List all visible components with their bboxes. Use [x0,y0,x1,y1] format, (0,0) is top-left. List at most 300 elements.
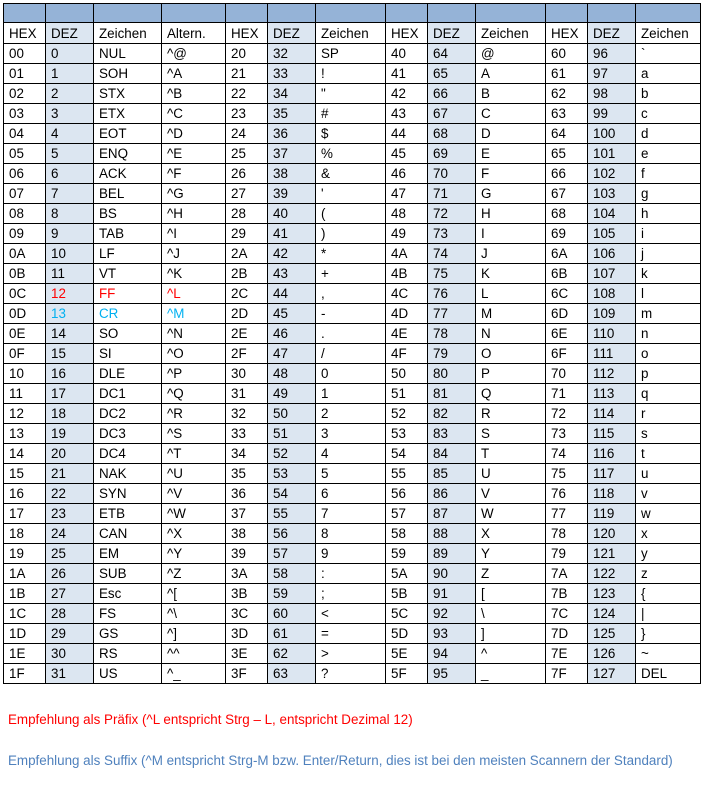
column-header-row [4,23,701,44]
cell-hex: 15 [4,464,46,484]
cell-zeichen: & [316,164,386,184]
cell-hex: 0A [4,244,46,264]
cell-dez: 2 [46,84,94,104]
cell-hex: 71 [546,384,588,404]
cell-hex: 72 [546,404,588,424]
cell-hex: 07 [4,184,46,204]
cell-hex: 79 [546,544,588,564]
table-row [4,664,701,684]
cell-hex: 5D [386,624,428,644]
cell-zeichen: O [476,344,546,364]
cell-dez: 116 [588,444,636,464]
cell-zeichen: DLE [94,364,162,384]
cell-altern: ^P [162,364,226,384]
cell-dez: 31 [46,664,94,684]
header-band [4,4,701,23]
cell-altern: ^E [162,144,226,164]
cell-dez: 24 [46,524,94,544]
cell-zeichen: Y [476,544,546,564]
cell-hex: 18 [4,524,46,544]
cell-zeichen: % [316,144,386,164]
cell-dez: 23 [46,504,94,524]
cell-zeichen: GS [94,624,162,644]
cell-zeichen: N [476,324,546,344]
cell-altern: ^U [162,464,226,484]
cell-zeichen: BS [94,204,162,224]
cell-hex: 36 [226,484,268,504]
cell-hex: 0B [4,264,46,284]
cell-dez: 126 [588,644,636,664]
cell-zeichen: 7 [316,504,386,524]
cell-dez: 102 [588,164,636,184]
cell-dez: 117 [588,464,636,484]
cell-altern: ^Q [162,384,226,404]
cell-zeichen: 5 [316,464,386,484]
cell-zeichen: o [636,344,701,364]
cell-dez: 61 [268,624,316,644]
cell-hex: 2E [226,324,268,344]
cell-hex: 32 [226,404,268,424]
cell-dez: 0 [46,44,94,64]
cell-dez: 89 [428,544,476,564]
cell-hex: 06 [4,164,46,184]
cell-hex: 24 [226,124,268,144]
table-row [4,244,701,264]
cell-dez: 40 [268,204,316,224]
cell-hex: 27 [226,184,268,204]
cell-zeichen: SUB [94,564,162,584]
cell-zeichen: - [316,304,386,324]
cell-dez: 79 [428,344,476,364]
cell-hex: 6E [546,324,588,344]
cell-dez: 58 [268,564,316,584]
cell-hex: 48 [386,204,428,224]
cell-dez: 9 [46,224,94,244]
cell-altern: ^^ [162,644,226,664]
table-row [4,484,701,504]
cell-dez: 77 [428,304,476,324]
cell-hex: 59 [386,544,428,564]
cell-dez: 94 [428,644,476,664]
cell-dez: 47 [268,344,316,364]
cell-dez: 124 [588,604,636,624]
table-row [4,324,701,344]
cell-zeichen: . [316,324,386,344]
cell-hex: 47 [386,184,428,204]
cell-altern: ^L [162,284,226,304]
cell-dez: 41 [268,224,316,244]
band-cell [94,4,162,23]
cell-dez: 3 [46,104,94,124]
cell-dez: 95 [428,664,476,684]
cell-dez: 62 [268,644,316,664]
cell-zeichen: FF [94,284,162,304]
cell-dez: 54 [268,484,316,504]
cell-dez: 107 [588,264,636,284]
cell-hex: 7F [546,664,588,684]
table-row [4,64,701,84]
cell-altern: ^W [162,504,226,524]
cell-dez: 120 [588,524,636,544]
cell-zeichen: ACK [94,164,162,184]
cell-dez: 86 [428,484,476,504]
cell-hex: 1F [4,664,46,684]
cell-zeichen: s [636,424,701,444]
cell-dez: 110 [588,324,636,344]
cell-dez: 71 [428,184,476,204]
band-cell [226,4,268,23]
cell-hex: 51 [386,384,428,404]
cell-dez: 81 [428,384,476,404]
col-header-dez: DEZ [588,23,636,44]
col-header-altern: Altern. [162,23,226,44]
table-row [4,204,701,224]
cell-dez: 112 [588,364,636,384]
cell-hex: 34 [226,444,268,464]
cell-zeichen: M [476,304,546,324]
cell-zeichen: g [636,184,701,204]
cell-zeichen: SO [94,324,162,344]
cell-hex: 03 [4,104,46,124]
table-row [4,104,701,124]
cell-zeichen: ! [316,64,386,84]
cell-hex: 35 [226,464,268,484]
cell-zeichen: k [636,264,701,284]
cell-zeichen: B [476,84,546,104]
cell-zeichen: 2 [316,404,386,424]
cell-dez: 83 [428,424,476,444]
cell-hex: 1C [4,604,46,624]
cell-dez: 108 [588,284,636,304]
cell-dez: 91 [428,584,476,604]
table-row [4,284,701,304]
cell-dez: 93 [428,624,476,644]
cell-zeichen: ; [316,584,386,604]
cell-zeichen: , [316,284,386,304]
cell-zeichen: DEL [636,664,701,684]
cell-zeichen: Q [476,384,546,404]
cell-zeichen: E [476,144,546,164]
cell-dez: 105 [588,224,636,244]
cell-zeichen: L [476,284,546,304]
table-row [4,584,701,604]
cell-hex: 70 [546,364,588,384]
cell-dez: 125 [588,624,636,644]
cell-dez: 4 [46,124,94,144]
cell-zeichen: TAB [94,224,162,244]
col-header-dez: DEZ [46,23,94,44]
cell-zeichen: 9 [316,544,386,564]
cell-zeichen: X [476,524,546,544]
cell-zeichen: EOT [94,124,162,144]
cell-zeichen: m [636,304,701,324]
cell-hex: 3D [226,624,268,644]
cell-dez: 75 [428,264,476,284]
cell-hex: 0D [4,304,46,324]
cell-zeichen: d [636,124,701,144]
cell-dez: 8 [46,204,94,224]
cell-dez: 90 [428,564,476,584]
cell-zeichen: SYN [94,484,162,504]
cell-hex: 7D [546,624,588,644]
cell-dez: 57 [268,544,316,564]
cell-zeichen: DC3 [94,424,162,444]
cell-dez: 26 [46,564,94,584]
cell-hex: 2B [226,264,268,284]
cell-zeichen: y [636,544,701,564]
col-header-zeichen: Zeichen [316,23,386,44]
cell-dez: 10 [46,244,94,264]
cell-dez: 17 [46,384,94,404]
cell-altern: ^H [162,204,226,224]
cell-zeichen: C [476,104,546,124]
cell-zeichen: ] [476,624,546,644]
band-cell [546,4,588,23]
table-row [4,404,701,424]
cell-hex: 39 [226,544,268,564]
cell-zeichen: F [476,164,546,184]
cell-altern: ^Y [162,544,226,564]
cell-zeichen: US [94,664,162,684]
band-cell [636,4,701,23]
cell-zeichen: 8 [316,524,386,544]
cell-dez: 73 [428,224,476,244]
cell-hex: 58 [386,524,428,544]
cell-hex: 1D [4,624,46,644]
cell-dez: 82 [428,404,476,424]
cell-zeichen: { [636,584,701,604]
cell-zeichen: VT [94,264,162,284]
cell-hex: 10 [4,364,46,384]
band-cell [268,4,316,23]
cell-dez: 39 [268,184,316,204]
cell-zeichen: ETB [94,504,162,524]
cell-hex: 57 [386,504,428,524]
cell-hex: 28 [226,204,268,224]
cell-dez: 48 [268,364,316,384]
cell-zeichen: DC1 [94,384,162,404]
table-row [4,344,701,364]
band-cell [386,4,428,23]
cell-altern: ^\ [162,604,226,624]
cell-dez: 43 [268,264,316,284]
cell-hex: 4D [386,304,428,324]
cell-dez: 99 [588,104,636,124]
cell-dez: 115 [588,424,636,444]
cell-zeichen: 4 [316,444,386,464]
table-row [4,524,701,544]
cell-dez: 21 [46,464,94,484]
cell-hex: 0C [4,284,46,304]
cell-zeichen: RS [94,644,162,664]
table-row [4,504,701,524]
cell-hex: 5F [386,664,428,684]
cell-zeichen: e [636,144,701,164]
cell-zeichen: G [476,184,546,204]
cell-hex: 09 [4,224,46,244]
cell-zeichen: H [476,204,546,224]
cell-hex: 17 [4,504,46,524]
cell-dez: 122 [588,564,636,584]
cell-zeichen: a [636,64,701,84]
cell-zeichen: l [636,284,701,304]
cell-zeichen: I [476,224,546,244]
cell-dez: 29 [46,624,94,644]
cell-zeichen: P [476,364,546,384]
cell-zeichen: } [636,624,701,644]
cell-dez: 87 [428,504,476,524]
band-cell [476,4,546,23]
cell-zeichen: : [316,564,386,584]
cell-zeichen: FS [94,604,162,624]
cell-dez: 15 [46,344,94,364]
cell-zeichen: u [636,464,701,484]
table-row [4,84,701,104]
cell-dez: 7 [46,184,94,204]
cell-hex: 3E [226,644,268,664]
cell-dez: 44 [268,284,316,304]
cell-altern: ^C [162,104,226,124]
band-cell [162,4,226,23]
cell-dez: 65 [428,64,476,84]
cell-hex: 4C [386,284,428,304]
col-header-hex: HEX [386,23,428,44]
cell-dez: 63 [268,664,316,684]
table-row [4,384,701,404]
cell-hex: 52 [386,404,428,424]
band-cell [46,4,94,23]
cell-zeichen: J [476,244,546,264]
cell-altern: ^] [162,624,226,644]
cell-zeichen: A [476,64,546,84]
cell-hex: 08 [4,204,46,224]
cell-hex: 68 [546,204,588,224]
cell-zeichen: 0 [316,364,386,384]
cell-zeichen: 1 [316,384,386,404]
cell-dez: 42 [268,244,316,264]
cell-dez: 49 [268,384,316,404]
cell-altern: ^O [162,344,226,364]
cell-zeichen: ETX [94,104,162,124]
cell-hex: 45 [386,144,428,164]
cell-hex: 4A [386,244,428,264]
cell-dez: 68 [428,124,476,144]
cell-dez: 69 [428,144,476,164]
col-header-zeichen: Zeichen [476,23,546,44]
cell-hex: 77 [546,504,588,524]
cell-altern: ^M [162,304,226,324]
suffix-note: Empfehlung als Suffix (^M entspricht Strg-M bzw. Enter/Return, dies ist bei den meisten Scannern der Standard) [8,753,673,768]
cell-hex: 74 [546,444,588,464]
cell-hex: 56 [386,484,428,504]
cell-zeichen: = [316,624,386,644]
cell-hex: 2A [226,244,268,264]
cell-hex: 76 [546,484,588,504]
cell-zeichen: LF [94,244,162,264]
cell-dez: 22 [46,484,94,504]
cell-hex: 49 [386,224,428,244]
cell-hex: 2D [226,304,268,324]
cell-hex: 3F [226,664,268,684]
cell-dez: 19 [46,424,94,444]
cell-hex: 63 [546,104,588,124]
cell-zeichen: p [636,364,701,384]
cell-zeichen: h [636,204,701,224]
col-header-dez: DEZ [268,23,316,44]
cell-zeichen: ( [316,204,386,224]
cell-dez: 50 [268,404,316,424]
cell-zeichen: R [476,404,546,424]
cell-hex: 0E [4,324,46,344]
cell-altern: ^V [162,484,226,504]
cell-dez: 88 [428,524,476,544]
table-row [4,424,701,444]
col-header-hex: HEX [4,23,46,44]
cell-hex: 5A [386,564,428,584]
cell-dez: 52 [268,444,316,464]
cell-zeichen: > [316,644,386,664]
cell-zeichen: U [476,464,546,484]
table-row [4,604,701,624]
cell-hex: 22 [226,84,268,104]
cell-altern: ^B [162,84,226,104]
cell-hex: 2F [226,344,268,364]
cell-hex: 1B [4,584,46,604]
cell-zeichen: K [476,264,546,284]
cell-hex: 4E [386,324,428,344]
cell-altern: ^D [162,124,226,144]
table-row [4,304,701,324]
cell-hex: 33 [226,424,268,444]
cell-hex: 25 [226,144,268,164]
cell-zeichen: | [636,604,701,624]
cell-zeichen: f [636,164,701,184]
cell-hex: 02 [4,84,46,104]
cell-zeichen: ' [316,184,386,204]
cell-dez: 123 [588,584,636,604]
cell-dez: 16 [46,364,94,384]
cell-hex: 6D [546,304,588,324]
cell-dez: 74 [428,244,476,264]
col-header-zeichen: Zeichen [94,23,162,44]
cell-zeichen: V [476,484,546,504]
cell-dez: 78 [428,324,476,344]
cell-altern: ^Z [162,564,226,584]
cell-hex: 21 [226,64,268,84]
cell-hex: 30 [226,364,268,384]
cell-hex: 5E [386,644,428,664]
cell-altern: ^[ [162,584,226,604]
cell-zeichen: i [636,224,701,244]
table-row [4,624,701,644]
cell-dez: 1 [46,64,94,84]
cell-zeichen: ENQ [94,144,162,164]
cell-dez: 101 [588,144,636,164]
cell-dez: 98 [588,84,636,104]
cell-dez: 35 [268,104,316,124]
cell-hex: 78 [546,524,588,544]
col-header-hex: HEX [226,23,268,44]
cell-dez: 64 [428,44,476,64]
cell-dez: 18 [46,404,94,424]
cell-altern: ^@ [162,44,226,64]
cell-dez: 70 [428,164,476,184]
cell-hex: 12 [4,404,46,424]
band-cell [588,4,636,23]
cell-zeichen: b [636,84,701,104]
cell-zeichen: SI [94,344,162,364]
cell-hex: 65 [546,144,588,164]
